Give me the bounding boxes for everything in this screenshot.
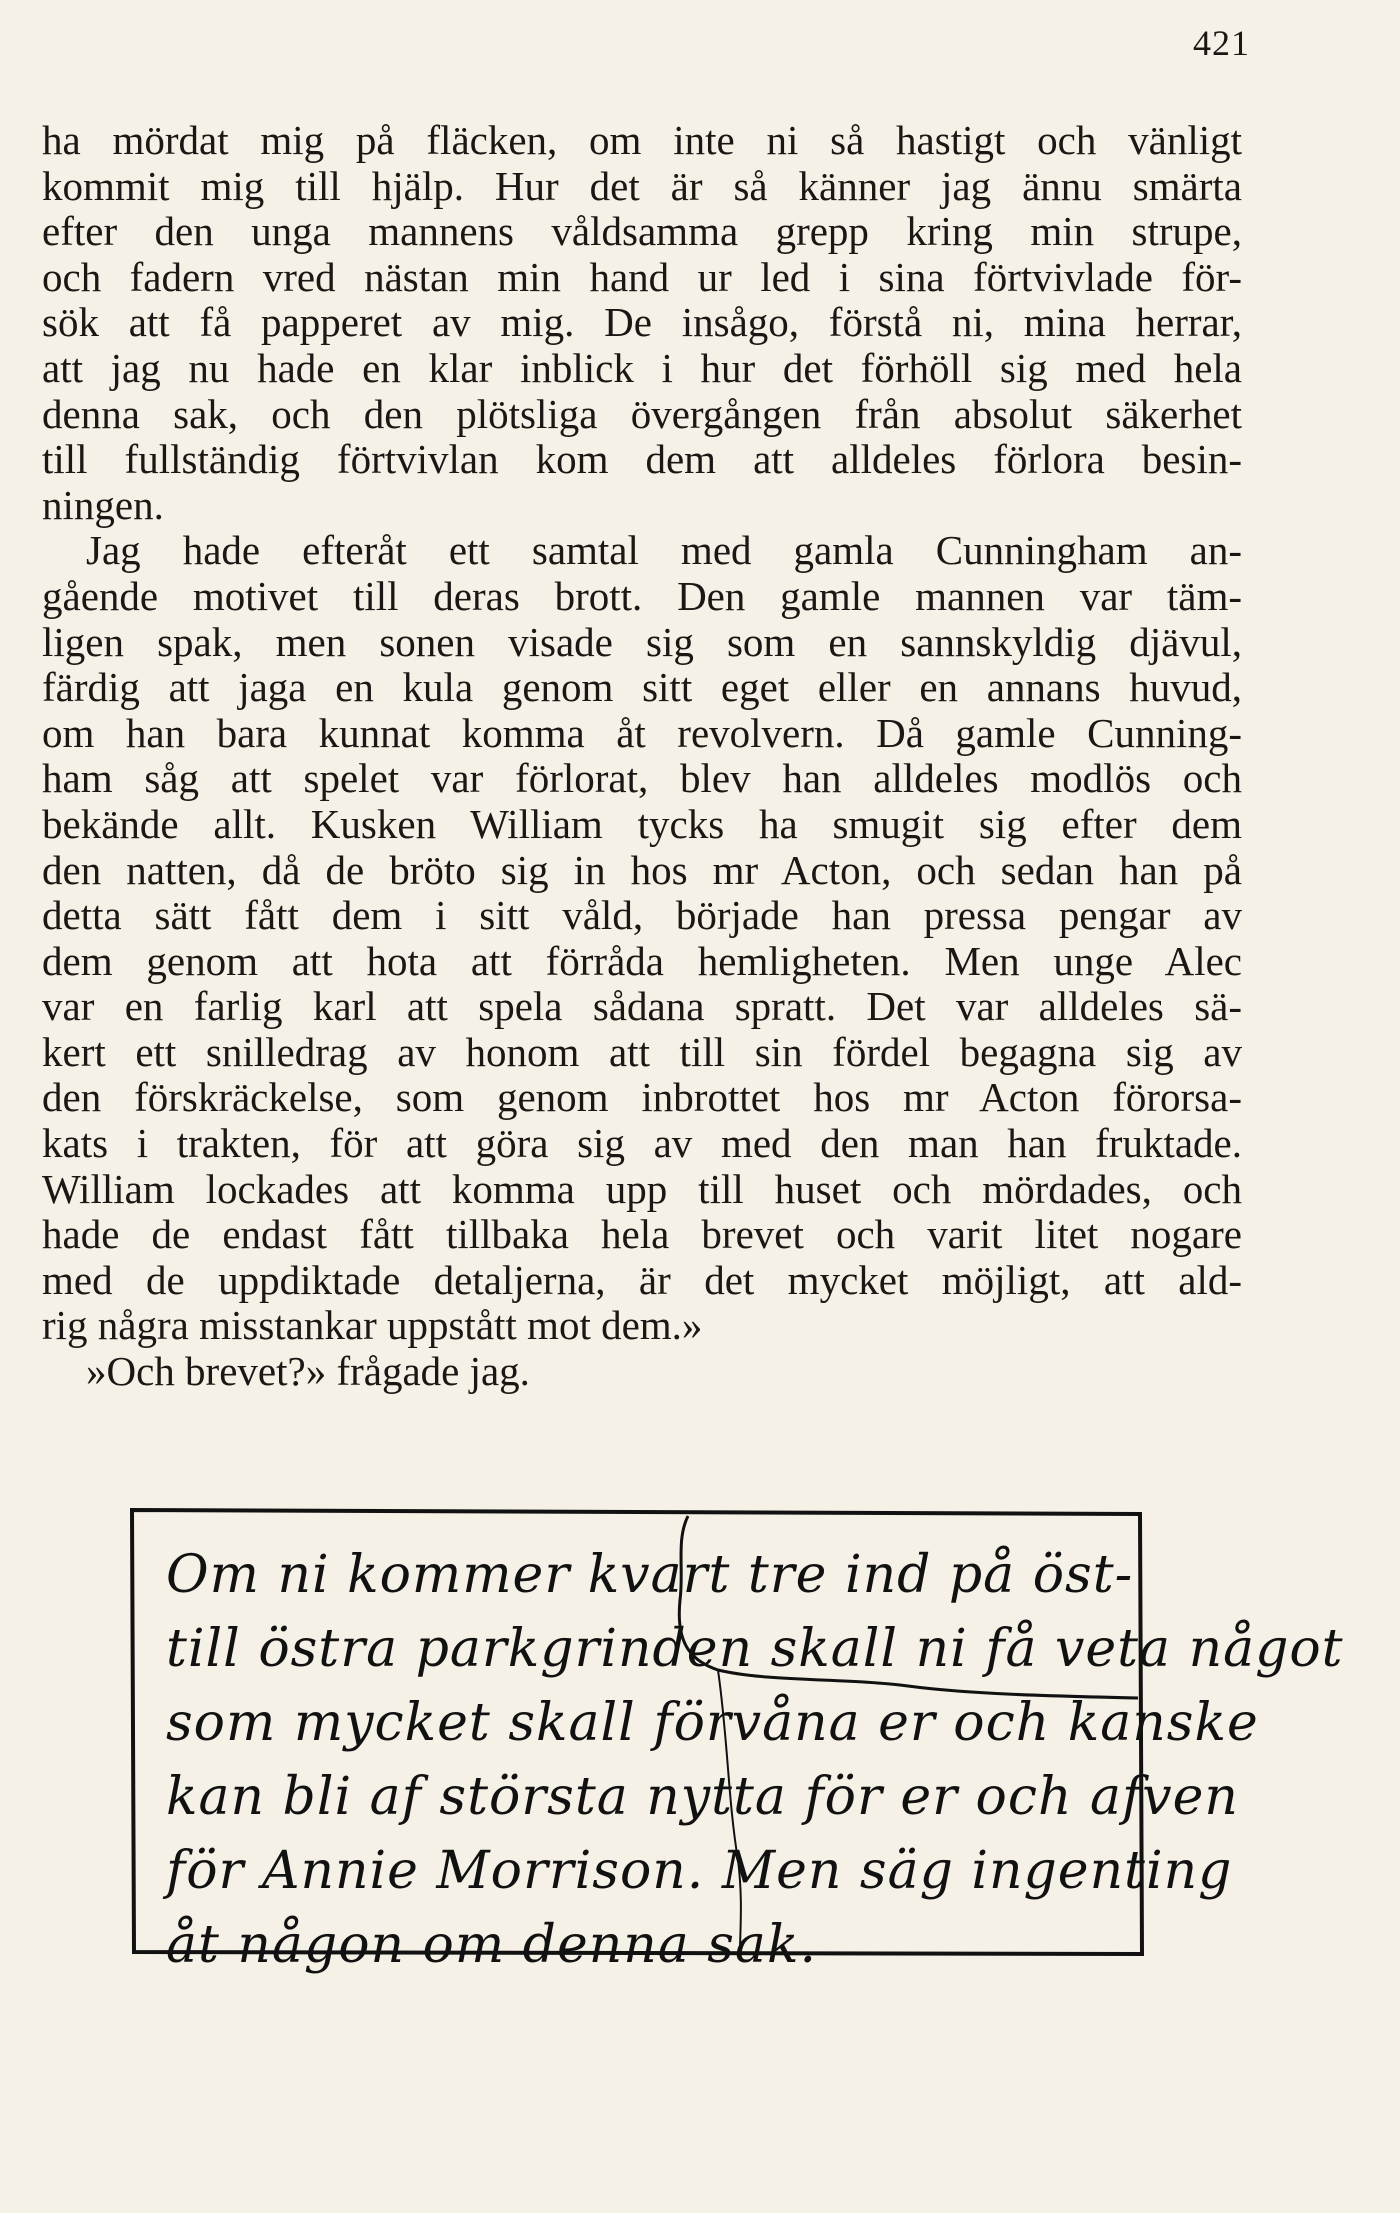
handwritten-line: till östra parkgrinden skall ni få veta något [166, 1619, 1344, 1679]
text-line: var en farlig karl att spela sådana spratt. Det var alldeles sä- [42, 983, 1242, 1030]
text-line: med de uppdiktade detaljerna, är det mycket möjligt, att ald- [42, 1256, 1242, 1303]
text-line: den förskräckelse, som genom inbrottet hos mr Acton förorsa- [42, 1074, 1242, 1121]
text-line: kert ett snilledrag av honom att till sin fördel begagna sig av [42, 1028, 1242, 1075]
text-line: hade de endast fått tillbaka hela brevet och varit litet nogare [42, 1211, 1242, 1258]
text-line: gående motivet till deras brott. Den gamle mannen var täm- [42, 572, 1242, 619]
handwritten-line: åt någon om denna sak. [166, 1915, 817, 1975]
text-line: ham såg att spelet var förlorat, blev han alldeles modlös och [42, 755, 1242, 802]
text-line: dem genom att hota att förråda hemligheten. Men unge Alec [42, 937, 1242, 984]
handwritten-line: som mycket skall förvåna er och kanske [166, 1693, 1259, 1753]
text-line: detta sätt fått dem i sitt våld, började han pressa pengar av [42, 892, 1242, 939]
text-line: bekände allt. Kusken William tycks ha smugit sig efter dem [42, 800, 1242, 847]
body-text [42, 118, 1242, 1395]
handwritten-line: Om ni kommer kvart tre ind på öst- [166, 1545, 1134, 1605]
text-line: att jag nu hade en klar inblick i hur det förhöll sig med hela [42, 344, 1242, 391]
text-line: denna sak, och den plötsliga övergången från absolut säkerhet [42, 390, 1242, 437]
text-line: färdig att jaga en kula genom sitt eget eller en annans huvud, [42, 664, 1242, 711]
text-line: om han bara kunnat komma åt revolvern. Då gamle Cunning- [42, 709, 1242, 756]
text-line: Jag hade efteråt ett samtal med gamla Cunningham an- [86, 527, 1242, 574]
text-line: sök att få papperet av mig. De insågo, förstå ni, mina herrar, [42, 299, 1242, 346]
letter-facsimile [128, 1500, 1344, 1975]
paragraph [42, 528, 1242, 1349]
handwritten-note [166, 1538, 1344, 1982]
text-line: till fullständig förtvivlan kom dem att alldeles förlora besin- [42, 436, 1242, 483]
text-line: ligen spak, men sonen visade sig som en sannskyldig djävul, [42, 618, 1242, 665]
text-line: »Och brevet?» frågade jag. [86, 1348, 530, 1395]
text-line: kommit mig till hjälp. Hur det är så känner jag ännu smärta [42, 162, 1242, 209]
handwritten-line: kan bli af största nytta för er och afven [166, 1767, 1239, 1827]
text-line: ningen. [42, 481, 164, 528]
text-line: den natten, då de bröto sig in hos mr Acton, och sedan han på [42, 846, 1242, 893]
paragraph [42, 1349, 1242, 1395]
paragraph [42, 118, 1242, 528]
text-line: ha mördat mig på fläcken, om inte ni så hastigt och vänligt [42, 117, 1242, 163]
text-line: kats i trakten, för att göra sig av med den man han fruktade. [42, 1120, 1242, 1167]
text-line: William lockades att komma upp till huset och mördades, och [42, 1165, 1242, 1212]
text-line: efter den unga mannens våldsamma grepp kring min strupe, [42, 208, 1242, 255]
handwritten-line: för Annie Morrison. Men säg ingenting [166, 1841, 1233, 1901]
text-line: rig några misstankar uppstått mot dem.» [42, 1302, 703, 1349]
page-number: 421 [1193, 23, 1250, 63]
text-line: och fadern vred nästan min hand ur led i sina förtvivlade för- [42, 253, 1242, 300]
